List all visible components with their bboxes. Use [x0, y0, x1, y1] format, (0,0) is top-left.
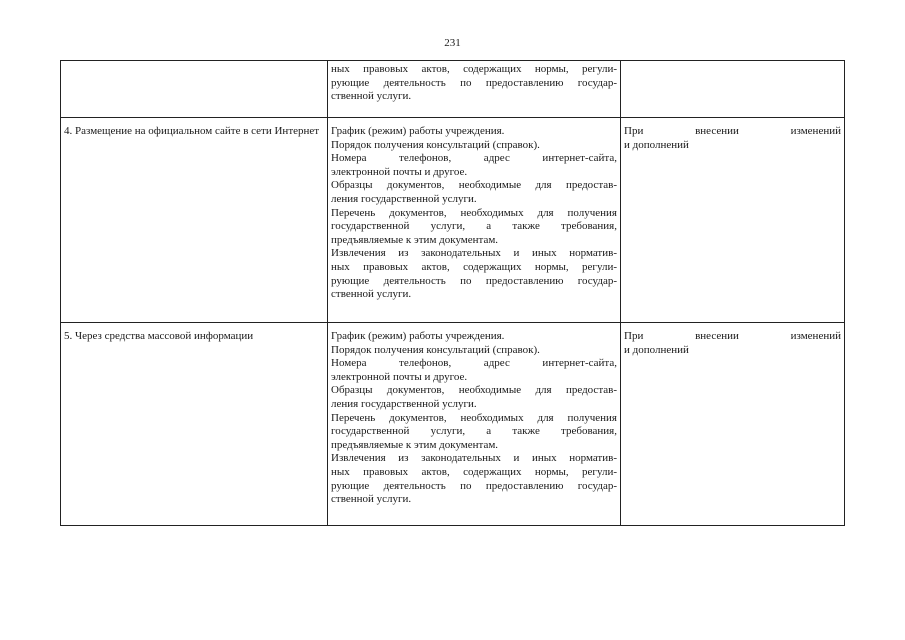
content-line: График (режим) работы учреждения. — [331, 330, 505, 342]
method-cell — [61, 323, 328, 526]
frequency-tail: и дополнений — [624, 343, 689, 356]
content-line: Извлечения из законодательных и иных норматив- — [331, 452, 617, 465]
content-line: Образцы документов, необходимые для предостав- — [331, 384, 617, 397]
frequency-word: внесении — [695, 125, 739, 137]
content-line: Номера телефонов, адрес интернет-сайта, — [331, 357, 617, 370]
method-cell — [61, 61, 328, 118]
content-line: Перечень документов, необходимых для получения — [331, 411, 617, 424]
content-cell — [328, 323, 621, 526]
content-line: рующие деятельность по предоставлению государ- — [331, 479, 617, 492]
content-line: Образцы документов, необходимые для предостав- — [331, 179, 617, 192]
content-line: Порядок получения консультаций (справок). — [331, 138, 540, 151]
method-cell — [61, 118, 328, 323]
content-cell — [328, 61, 621, 118]
table-row — [61, 118, 845, 323]
content-line: ления государственной услуги. — [331, 397, 477, 410]
content-line: государственной услуги, а также требования, — [331, 220, 617, 233]
frequency-tail: и дополнений — [624, 138, 689, 151]
content-line: Извлечения из законодательных и иных норматив- — [331, 247, 617, 260]
content-line: ственной услуги. — [331, 493, 412, 506]
content-line: ственной услуги. — [331, 90, 412, 103]
frequency-cell — [621, 118, 845, 323]
content-line: ных правовых актов, содержащих нормы, регули- — [331, 465, 617, 478]
content-line: рующие деятельность по предоставлению государ- — [331, 274, 617, 287]
content-line: ных правовых актов, содержащих нормы, регули- — [331, 260, 617, 273]
information-methods-table — [60, 60, 845, 526]
frequency-cell — [621, 323, 845, 526]
frequency-line — [624, 125, 841, 139]
frequency-line — [624, 330, 841, 344]
method-text: 4. Размещение на официальном сайте в сети Интернет — [64, 125, 320, 137]
content-line: электронной почты и другое. — [331, 370, 468, 383]
content-line: Номера телефонов, адрес интернет-сайта, — [331, 152, 617, 165]
content-line: ления государственной услуги. — [331, 192, 477, 205]
frequency-word: изменений — [790, 125, 841, 137]
content-line: ственной услуги. — [331, 288, 412, 301]
table-row — [61, 323, 845, 526]
content-line: ных правовых актов, содержащих нормы, регули- — [331, 63, 617, 75]
frequency-word: внесении — [695, 330, 739, 342]
content-line: рующие деятельность по предоставлению государ- — [331, 76, 617, 89]
frequency-word: При — [624, 125, 644, 137]
content-line: Порядок получения консультаций (справок). — [331, 343, 540, 356]
frequency-cell — [621, 61, 845, 118]
frequency-word: изменений — [790, 330, 841, 342]
content-line: График (режим) работы учреждения. — [331, 125, 505, 137]
content-line: предъявляемые к этим документам. — [331, 438, 499, 451]
content-line: электронной почты и другое. — [331, 165, 468, 178]
frequency-word: При — [624, 330, 644, 342]
content-line: предъявляемые к этим документам. — [331, 233, 499, 246]
content-cell — [328, 118, 621, 323]
content-line: Перечень документов, необходимых для получения — [331, 206, 617, 219]
table-row — [61, 61, 845, 118]
method-text: 5. Через средства массовой информации — [64, 330, 254, 342]
content-line: государственной услуги, а также требования, — [331, 425, 617, 438]
page-number: 231 — [444, 37, 461, 49]
